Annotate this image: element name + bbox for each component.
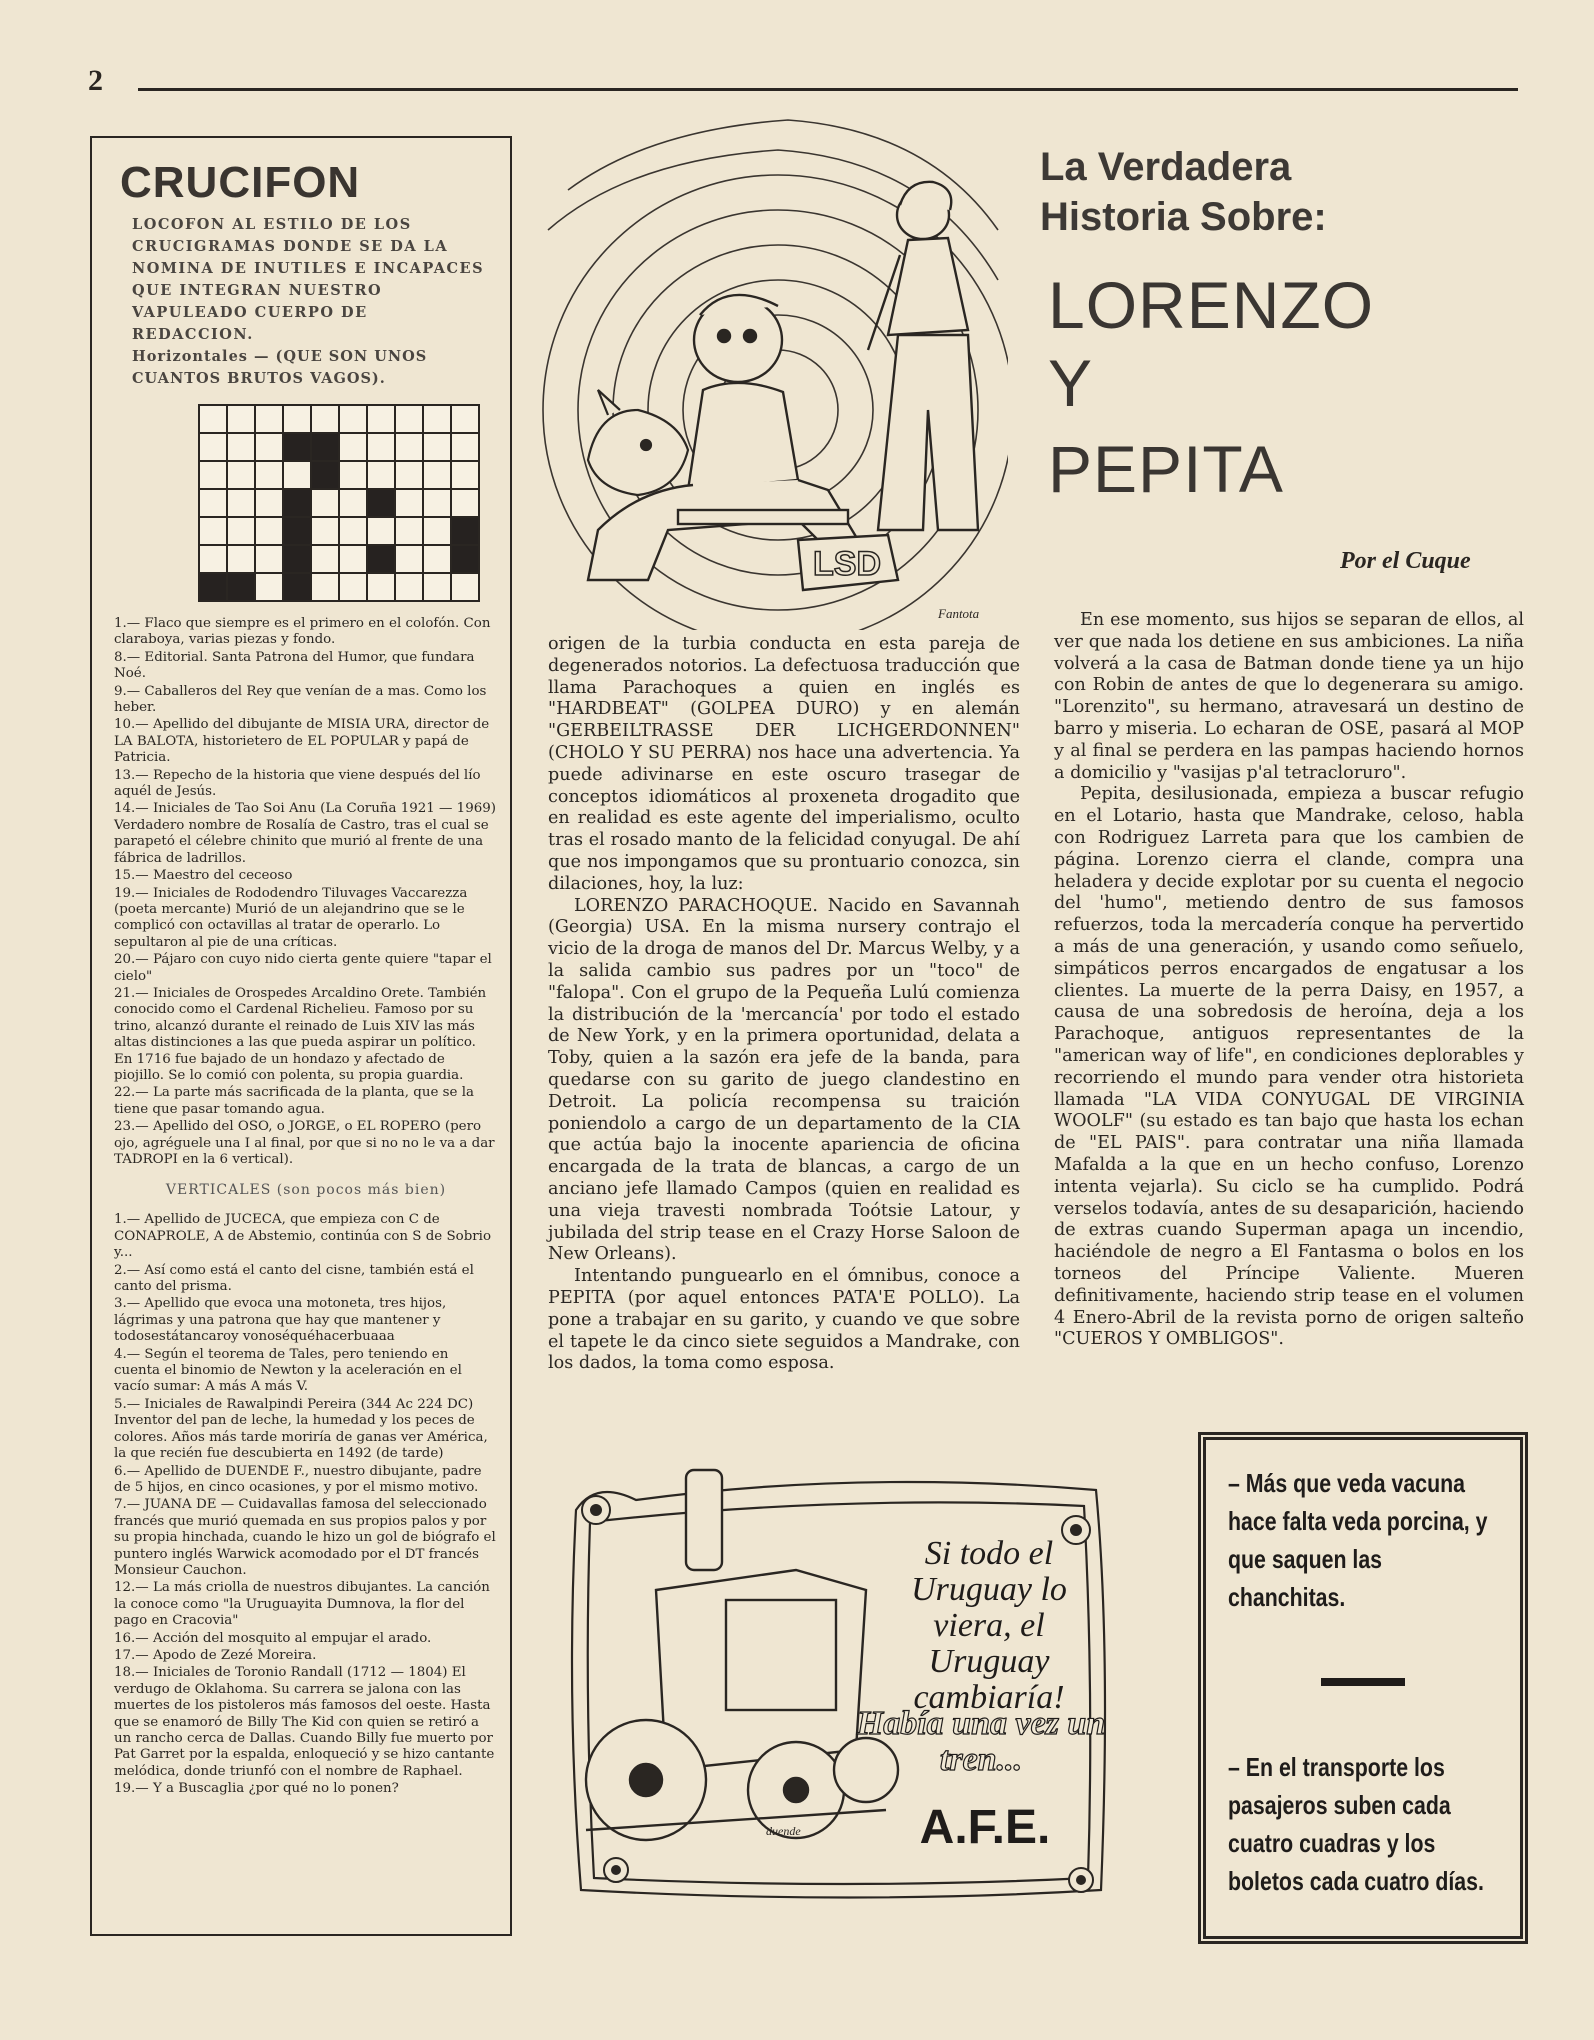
clue-item: 9.— Caballeros del Rey que venían de a mas. Como los heber. bbox=[114, 683, 487, 716]
crossword-cell bbox=[255, 461, 283, 489]
illus-lsd-label: LSD bbox=[813, 545, 881, 583]
article-paragraph: Pepita, desilusionada, empieza a buscar refugio en el Lotario, hasta que Mandrake, celoso, habla con Rodriguez Larreta para que los cambien de página. Lorenzo cierra el clande, compra una heladera y decide explotar por su cuenta el negocio del 'humo", metiendo dentro de sus famosos refuerzos, toda la mercadería conque ha pervertido a más de una generación, y usando como señuelo, simpáticos perros encargados de engatusar a los clientes. La muerte de la perra Daisy, en 1957, a causa de una sobredosis de heroína, deja a los Parachoque, antiguos representantes de la "american way of life", en condiciones deplorables y recorriendo el mundo para vender otra historieta llamada "LA VIDA CONYUGAL DE VIRGINIA WOOLF" (su estado es tan bajo que hasta los echan de "EL PAIS". para contratar una niña llamada Mafalda a la que en un hecho confuso, Lorenzo intenta vejarla). Su ciclo se ha cumplido. Podrá verselos todavía, antes de su desaparición, haciendo de extras cuando Superman apaga un incendio, haciéndole de negro a El Fantasma o bolos en los torneos del Príncipe Valiente. Mueren definitivamente, haciendo strip tease en el volumen 4 Enero-Abril de la revista porno de origen salteño "CUEROS Y OMBLIGOS". bbox=[1054, 784, 1524, 1350]
afe-signature: duende bbox=[766, 1824, 801, 1838]
clue-item: 10.— Apellido del dibujante de MISIA URA, director de LA BALOTA, historietero de EL POPULAR y papá de Patricia. bbox=[114, 717, 490, 766]
crossword-cell bbox=[395, 517, 423, 545]
afe-subslogan: Había una vez un tren... bbox=[856, 1705, 1106, 1778]
clue-item: 16.— Acción del mosquito al empujar el arado. bbox=[114, 1630, 432, 1646]
clue-item: 1.— Flaco que siempre es el primero en el colofón. Con claraboya, varias piezas y fondo. bbox=[114, 616, 491, 648]
crucifon-box bbox=[90, 136, 512, 1936]
clue-item: 14.— Iniciales de Tao Soi Anu (La Coruña 1921 — 1969) Verdadero nombre de Rosalía de Castro, tras el cual se parapetó el célebre chinito que murió al frente de una fábrica de ladrillos. bbox=[114, 801, 496, 866]
crossword-cell bbox=[395, 573, 423, 601]
article-paragraph: LORENZO PARACHOQUE. Nacido en Savannah (Georgia) USA. En la misma nursery contrajo el vicio de la droga de manos del Dr. Marcus Welby, y a la salida cambio sus padres por un "toco" de "falopa". Con el grupo de la Pequeña Lulú comienza la distribución de la 'mercancía' por todo el estado de New York, y en la primera oportunidad, delata a Toby, quien a la sazón era jefe de la banda, para quedarse con su garito de juego clandestino en Detroit. La policía recompensa su traición poniendolo a cargo de un departamento de la CIA que actúa bajo la inocente apariencia de oficina encargada de la trata de blancas, a cargo de un anciano jefe llamado Campos (quien en realidad es una vieja travesti nombrada Toótsie Latour, y jubilada del strip tease en el Crazy Horse Saloon de New Orleans). bbox=[548, 895, 1020, 1265]
clue-item: 12.— La más criolla de nuestros dibujantes. La canción la conoce como "la Uruguayita Dumnova, la flor del pago en Cracovia" bbox=[114, 1580, 490, 1629]
illus-signature: Fantota bbox=[938, 606, 980, 621]
afe-brand: A.F.E. bbox=[919, 1801, 1051, 1854]
crossword-black-cell bbox=[367, 489, 395, 517]
crossword-black-cell bbox=[283, 517, 311, 545]
crossword-cell bbox=[227, 405, 255, 433]
crossword-cell bbox=[423, 545, 451, 573]
crossword-cell bbox=[367, 461, 395, 489]
crossword-black-cell bbox=[227, 573, 255, 601]
title-lorenzo: LORENZO bbox=[1048, 268, 1375, 342]
crossword-cell bbox=[311, 405, 339, 433]
clue-item: 7.— JUANA DE — Cuidavallas famosa del seleccionado francés que murió quemada en sus propios palos y por su propia hinchada, cuando le hizo un gol de biógrafo el puntero inglés Warwick acomodado por el DT francés Monsieur Cauchon. bbox=[114, 1497, 496, 1578]
crossword-cell bbox=[339, 433, 367, 461]
crossword-cell bbox=[227, 545, 255, 573]
title-y: Y bbox=[1048, 346, 1094, 420]
byline: Por el Cuque bbox=[1340, 548, 1471, 574]
crossword-cell bbox=[199, 461, 227, 489]
title-small bbox=[1040, 142, 1500, 242]
article-column-middle bbox=[548, 634, 1020, 1375]
clue-item: 1.— Apellido de JUCECA, que empieza con C de CONAPROLE, A de Abstemio, continúa con S de Sobrio y... bbox=[114, 1212, 492, 1261]
clue-item: 4.— Según el teorema de Tales, pero teniendo en cuenta el binomio de Newton y la aceleración en el vacío sumar: A más A más V. bbox=[114, 1346, 462, 1395]
crossword-grid bbox=[198, 404, 480, 602]
crossword-cell bbox=[423, 517, 451, 545]
crossword-cell bbox=[255, 405, 283, 433]
crossword-cell bbox=[423, 461, 451, 489]
crossword-cell bbox=[311, 545, 339, 573]
crossword-black-cell bbox=[283, 545, 311, 573]
crossword-cell bbox=[199, 433, 227, 461]
crossword-black-cell bbox=[283, 489, 311, 517]
crossword-cell bbox=[367, 573, 395, 601]
page-number: 2 bbox=[88, 64, 103, 97]
crossword-cell bbox=[199, 517, 227, 545]
crossword-cell bbox=[451, 461, 479, 489]
crossword-cell bbox=[339, 405, 367, 433]
article-paragraph: origen de la turbia conducta en esta pareja de degenerados notorios. La defectuosa traducción que llama Parachoques a quien en inglés es "HARDBEAT" (GOLPEA DURO) y en alemán "GERBEILTRASSE DER LICHGERDONNEN" (CHOLO Y SU PERRA) nos hace una advertencia. Ya puede adivinarse en este oscuro trasegar de conceptos idiomáticos al proxeneta drogadito que en realidad es este agente del imperialismo, oculto tras el rosado manto de la felicidad conyugal. De ahí que nos impongamos que su prontuario conozca, sin dilaciones, hoy, la luz: bbox=[548, 634, 1020, 894]
article-paragraph: En ese momento, sus hijos se separan de ellos, al ver que nada los detiene en sus ambiciones. La niña volverá a la casa de Batman donde tiene ya un hijo con Robin de antes de que lo degenerara su amigo. "Lorenzito", su hermano, atravesará un destino de barro y miseria. Lo echaran de OSE, pasará al MOP y al final se perdera en las pampas haciendo hornos a domicilio y "vasijas p'al tetracloruro". bbox=[1054, 610, 1524, 783]
crossword-cell bbox=[395, 405, 423, 433]
crossword-cell bbox=[255, 573, 283, 601]
title-small-line-1: La Verdadera bbox=[1040, 145, 1292, 189]
crossword-cell bbox=[311, 573, 339, 601]
verticales-heading: VERTICALES (son pocos más bien) bbox=[165, 1182, 447, 1199]
crucifon-intro: LOCOFON AL ESTILO DE LOS CRUCIGRAMAS DONDE SE DA LA NOMINA DE INUTILES E INCAPACES QUE INTEGRAN NUESTRO VAPULEADO CUERPO DE REDACCION. bbox=[132, 216, 485, 343]
clue-item: 2.— Así como está el canto del cisne, también está el canto del prisma. bbox=[114, 1262, 474, 1295]
crossword-cell bbox=[395, 545, 423, 573]
jokes-box bbox=[1198, 1432, 1528, 1944]
clues-horizontal bbox=[114, 616, 498, 1168]
crossword-cell bbox=[227, 433, 255, 461]
afe-slogan: Si todo el Uruguay lo viera, el Uruguay cambiaría! bbox=[911, 1535, 1067, 1716]
clue-item: 8.— Editorial. Santa Patrona del Humor, que fundara Noé. bbox=[114, 649, 475, 682]
crossword-cell bbox=[423, 489, 451, 517]
crossword-cell bbox=[199, 405, 227, 433]
title-pepita: PEPITA bbox=[1048, 432, 1284, 506]
crossword-cell bbox=[423, 405, 451, 433]
crossword-cell bbox=[339, 517, 367, 545]
crossword-cell bbox=[395, 461, 423, 489]
clue-item: 19.— Y a Buscaglia ¿por qué no lo ponen? bbox=[114, 1781, 399, 1797]
crossword-cell bbox=[423, 433, 451, 461]
crucifon-title: CRUCIFON bbox=[120, 158, 361, 207]
clue-item: 17.— Apodo de Zezé Moreira. bbox=[114, 1647, 317, 1663]
joke-1: – Más que veda vacuna hace falta veda porcina, y que saquen las chanchitas. bbox=[1228, 1468, 1488, 1612]
crossword-cell bbox=[311, 489, 339, 517]
crossword-cell bbox=[227, 489, 255, 517]
crossword-cell bbox=[255, 433, 283, 461]
crossword-cell bbox=[395, 433, 423, 461]
crossword-cell bbox=[451, 405, 479, 433]
crossword-cell bbox=[367, 433, 395, 461]
crossword-cell bbox=[451, 433, 479, 461]
crossword-cell bbox=[339, 461, 367, 489]
crossword-black-cell bbox=[283, 573, 311, 601]
clue-item: 21.— Iniciales de Orospedes Arcaldino Orete. También conocido como el Cardenal Richelieu. Famoso por su trino, alcanzó durante el reinado de Luis XIV las más altas distinciones a las que pueda aspirar un político. En 1716 fue bajado de un hondazo y afectado de piojillo. Se lo comió con polenta, su propia guardia. bbox=[114, 985, 487, 1083]
article-paragraph: Intentando punguearlo en el ómnibus, conoce a PEPITA (por aquel entonces PATA'E POLLO). La pone a trabajar en su garito, y cuando ve que sobre el tapete le da cinco siete seguidos a Mandrake, con los dados, la toma como esposa. bbox=[548, 1266, 1020, 1374]
crossword-cell bbox=[367, 517, 395, 545]
crossword-cell bbox=[339, 545, 367, 573]
clue-item: 15.— Maestro del ceceoso bbox=[114, 868, 293, 884]
clues-vertical bbox=[114, 1212, 498, 1797]
clue-item: 5.— Iniciales de Rawalpindi Pereira (344 Ac 224 DC) Inventor del pan de leche, la humedad y los peces de colores. Años más tarde moriría de ganas ver América, la que recién fue descubierta en 1492 (de tarde) bbox=[114, 1396, 488, 1462]
title-small-line-2: Historia Sobre: bbox=[1040, 195, 1327, 239]
crossword-cell bbox=[311, 517, 339, 545]
crossword-cell bbox=[339, 489, 367, 517]
crossword-black-cell bbox=[283, 433, 311, 461]
crossword-cell bbox=[339, 573, 367, 601]
crossword-cell bbox=[283, 461, 311, 489]
top-rule bbox=[138, 88, 1518, 91]
clue-item: 13.— Repecho de la historia que viene después del lío aquél de Jesús. bbox=[114, 767, 481, 800]
crossword-cell bbox=[367, 405, 395, 433]
crossword-black-cell bbox=[367, 545, 395, 573]
joke-2: – En el transporte los pasajeros suben cada cuatro cuadras y los boletos cada cuatro días. bbox=[1228, 1752, 1484, 1896]
article-column-right bbox=[1054, 610, 1524, 1351]
crucifon-horizontales: Horizontales — (QUE SON UNOS CUANTOS BRUTOS VAGOS). bbox=[132, 348, 428, 387]
lsd-illustration bbox=[528, 110, 1008, 630]
clue-item: 6.— Apellido de DUENDE F., nuestro dibujante, padre de 5 hijos, en cinco ocasiones, y por el mismo motivo. bbox=[114, 1463, 482, 1495]
crossword-black-cell bbox=[451, 545, 479, 573]
crossword-cell bbox=[255, 545, 283, 573]
crossword-cell bbox=[227, 517, 255, 545]
clue-item: 23.— Apellido del OSO, o JORGE, o EL ROPERO (pero ojo, agréguele una I al final, por que si no no le va a dar TADROPI en la 6 vertical). bbox=[114, 1119, 495, 1167]
crossword-cell bbox=[199, 489, 227, 517]
crossword-cell bbox=[451, 573, 479, 601]
crossword-black-cell bbox=[311, 461, 339, 489]
joke-separator bbox=[1321, 1678, 1405, 1686]
clue-item: 20.— Pájaro con cuyo nido cierta gente quiere "tapar el cielo" bbox=[114, 952, 492, 984]
clue-item: 3.— Apellido que evoca una motoneta, tres hijos, lágrimas y una patrona que hay que mantener y todosestátancaroy vonoséquéhacerbuaaa bbox=[114, 1296, 447, 1345]
crossword-cell bbox=[255, 517, 283, 545]
crossword-cell bbox=[227, 461, 255, 489]
crossword-black-cell bbox=[199, 573, 227, 601]
clue-item: 19.— Iniciales de Rododendro Tiluvages Vaccarezza (poeta mercante) Murió de un alejandrino que se le complicó con octavillas al tratar de operarlo. Lo sepultaron al pie de una críticas. bbox=[114, 885, 468, 950]
crossword-cell bbox=[255, 489, 283, 517]
crossword-cell bbox=[451, 489, 479, 517]
crossword-black-cell bbox=[451, 517, 479, 545]
crossword-black-cell bbox=[311, 433, 339, 461]
crossword-cell bbox=[199, 545, 227, 573]
crossword-cell bbox=[395, 489, 423, 517]
clue-item: 18.— Iniciales de Toronio Randall (1712 — 1804) El verdugo de Oklahoma. Su carrera se jalona con las muertes de los pistoleros más famosos del oeste. Hasta que se enamoró de Billy The Kid con quien se retiró a un rancho cerca de Dallas. Cuando Billy fue muerto por Pat Garret por la espalda, enloqueció y se hizo cantante melódica, donde triunfó con el nombre de Raphael. bbox=[114, 1665, 495, 1779]
crossword-cell bbox=[423, 573, 451, 601]
clue-item: 22.— La parte más sacrificada de la planta, que se la tiene que pasar tomando agua. bbox=[114, 1085, 474, 1117]
crossword-grid-wrap bbox=[198, 404, 498, 602]
crossword-cell bbox=[283, 405, 311, 433]
